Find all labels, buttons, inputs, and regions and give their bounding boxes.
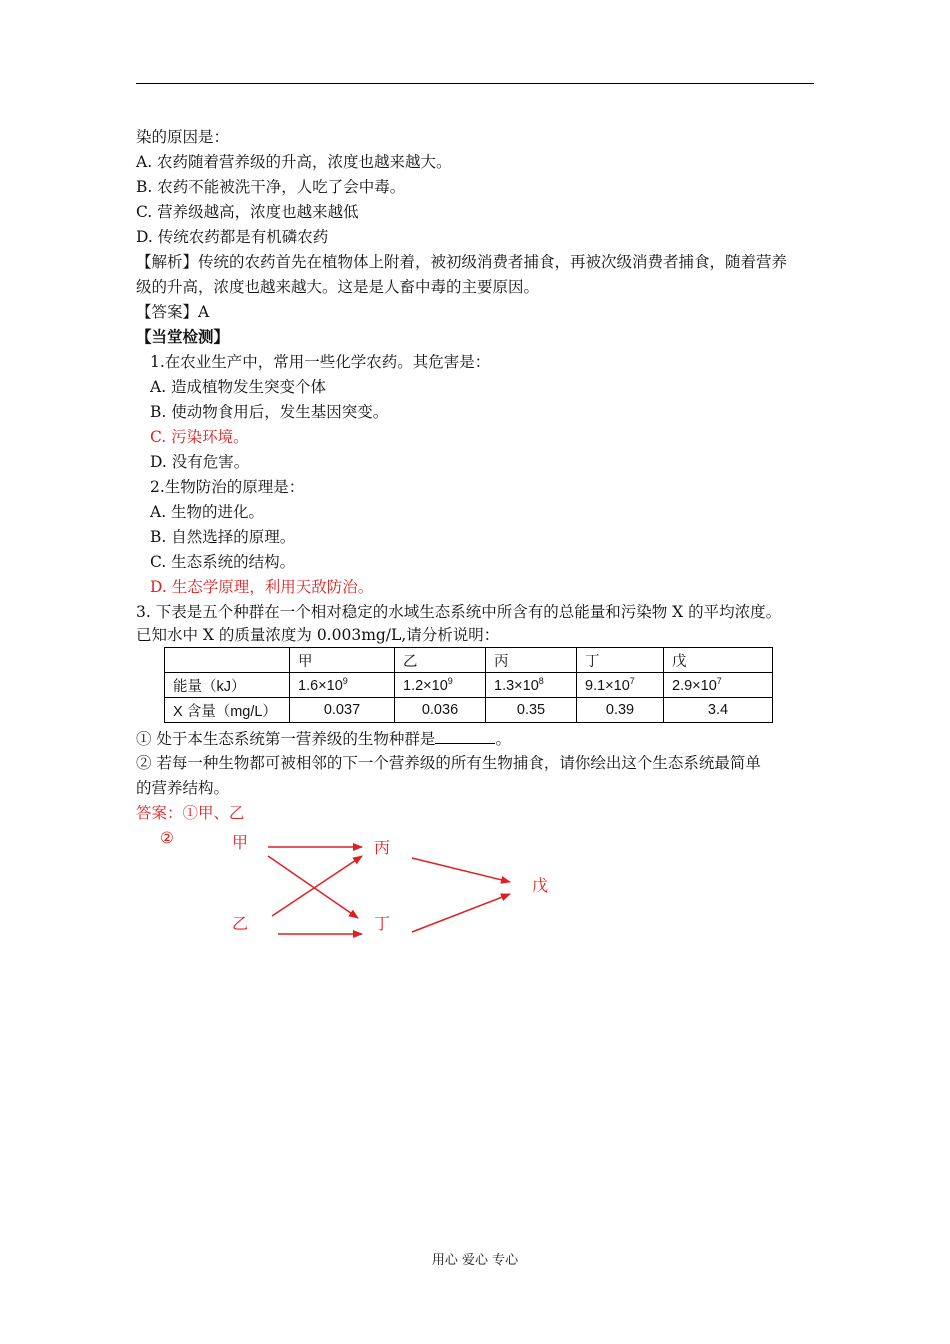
question-3-line-1: 3. 下表是五个种群在一个相对稳定的水域生态系统中所含有的总能量和污染物 X 的平均浓度。 bbox=[136, 603, 782, 621]
node-bing: 丙 bbox=[374, 838, 391, 857]
page-footer: 用心 爱心 专心 bbox=[431, 1253, 519, 1268]
q1-option-a: A. 造成植物发生突变个体 bbox=[150, 378, 327, 396]
row-label: X 含量（mg/L） bbox=[165, 698, 290, 723]
question-2: 2.生物防治的原理是： bbox=[150, 478, 305, 496]
table-cell: 0.39 bbox=[577, 698, 664, 723]
option-a: A. 农药随着营养级的升高，浓度也越来越大。 bbox=[136, 153, 452, 171]
q2-option-c: C. 生态系统的结构。 bbox=[150, 553, 296, 571]
table-header-cell: 甲 bbox=[290, 648, 395, 673]
q1-option-c: C. 污染环境。 bbox=[150, 428, 249, 446]
table-cell: 0.35 bbox=[486, 698, 577, 723]
arrow-yi-bing bbox=[272, 856, 362, 916]
text-line: 染的原因是： bbox=[136, 128, 230, 146]
table-cell: $1.2\times 10^9$ bbox=[395, 673, 486, 698]
node-ding: 丁 bbox=[374, 914, 391, 933]
option-b: B. 农药不能被洗干净，人吃了会中毒。 bbox=[136, 178, 406, 196]
option-d: D. 传统农药都是有机磷农药 bbox=[136, 228, 329, 246]
sub-question-1: ① 处于本生态系统第一营养级的生物种群是 。 bbox=[136, 730, 511, 748]
question-1: 1.在农业生产中，常用一些化学农药。其危害是： bbox=[150, 353, 491, 371]
table-header-cell: 戊 bbox=[664, 648, 773, 673]
answer-2-marker: ② bbox=[160, 829, 174, 847]
node-wu: 戊 bbox=[532, 876, 549, 895]
table-cell: $2.9\times 10^7$ bbox=[664, 673, 773, 698]
table-header-cell: 乙 bbox=[395, 648, 486, 673]
table-cell: $9.1\times 10^7$ bbox=[577, 673, 664, 698]
row-label: 能量（kJ） bbox=[165, 673, 290, 698]
section-heading: 【当堂检测】 bbox=[136, 327, 230, 346]
arrow-jia-ding bbox=[268, 856, 358, 918]
answer-1: 答案：①甲、乙 bbox=[136, 804, 245, 822]
table-cell: $1.3\times 10^8$ bbox=[486, 673, 577, 698]
table-cell: 3.4 bbox=[664, 698, 773, 723]
sub-question-2-line-2: 的营养结构。 bbox=[136, 779, 230, 797]
option-c: C. 营养级越高，浓度也越来越低 bbox=[136, 203, 359, 221]
arrow-bing-wu bbox=[412, 858, 510, 882]
table-cell: 0.036 bbox=[395, 698, 486, 723]
table-cell: 0.037 bbox=[290, 698, 395, 723]
table-header-cell: 丙 bbox=[486, 648, 577, 673]
analysis-line-1: 【解析】传统的农药首先在植物体上附着，被初级消费者捕食，再被次级消费者捕食，随着营养 bbox=[136, 253, 788, 271]
q2-option-d: D. 生态学原理，利用天敌防治。 bbox=[150, 578, 374, 596]
node-jia: 甲 bbox=[232, 833, 249, 852]
q2-option-b: B. 自然选择的原理。 bbox=[150, 528, 296, 546]
arrow-ding-wu bbox=[412, 894, 510, 932]
table-cell: $1.6\times 10^9$ bbox=[290, 673, 395, 698]
table-header-cell: 丁 bbox=[577, 648, 664, 673]
sub-question-2-line-1: ② 若每一种生物都可被相邻的下一个营养级的所有生物捕食，请你绘出这个生态系统最简单 bbox=[136, 754, 761, 772]
q1-option-b: B. 使动物食用后，发生基因突变。 bbox=[150, 403, 389, 421]
q1-option-d: D. 没有危害。 bbox=[150, 453, 250, 471]
question-3-line-2: 已知水中 X 的质量浓度为 0.003mg/L,请分析说明： bbox=[136, 626, 500, 644]
q2-option-a: A. 生物的进化。 bbox=[150, 503, 265, 521]
node-yi: 乙 bbox=[232, 914, 249, 933]
answer-line: 【答案】A bbox=[136, 303, 210, 321]
analysis-line-2: 级的升高，浓度也越来越大。这是是人畜中毒的主要原因。 bbox=[136, 278, 540, 296]
